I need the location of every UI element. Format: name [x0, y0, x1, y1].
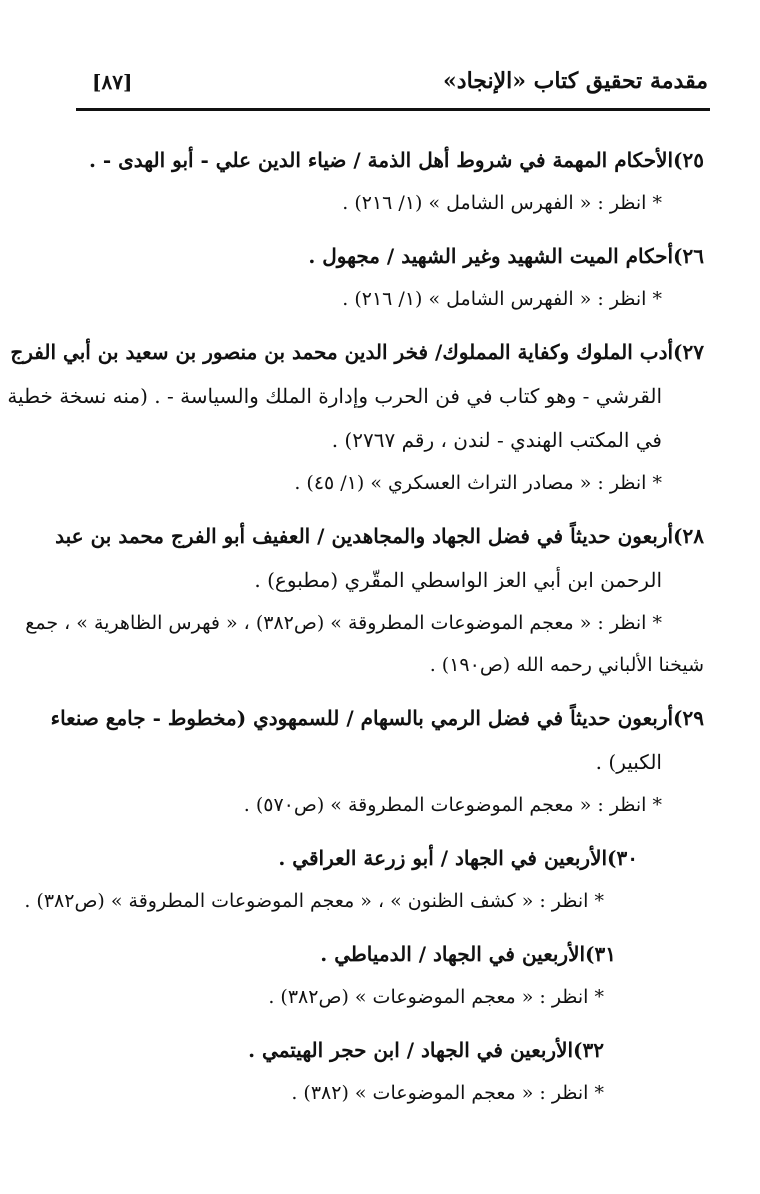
entry-title-line [55, 514, 704, 558]
entry-title: الأحكام المهمة في شروط أهل الذمة / ضياء الدين علي - أبو الهدى - . [88, 148, 674, 172]
entry-title: الأربعين في الجهاد / أبو زرعة العراقي . [278, 846, 608, 870]
entry-reference: * انظر : « معجم الموضوعات » (٣٨٢) . [291, 1082, 604, 1104]
entry-title: أربعون حديثاً في فضل الرمي بالسهام / للسمهودي (مخطوط - جامع صنعاء [50, 706, 674, 730]
entry-reference: * انظر : « معجم الموضوعات » (ص٣٨٢) . [268, 986, 604, 1008]
entry-title-line [66, 932, 704, 976]
entry-reference: * انظر : « كشف الظنون » ، « معجم الموضوعات المطروقة » (ص٣٨٢) . [24, 890, 604, 912]
header-rule [76, 108, 710, 111]
entry-25 [66, 138, 704, 224]
entry-number: ٢٩) [673, 706, 704, 730]
entry-title-line [50, 696, 704, 740]
entry-continuation: الكبير) . [595, 750, 662, 774]
entry-title: أربعون حديثاً في فضل الجهاد والمجاهدين / العفيف أبو الفرج محمد بن عبد [55, 524, 674, 548]
entry-number: ٢٦) [673, 244, 704, 268]
entry-reference: * انظر : « الفهرس الشامل » (١/ ٢١٦) . [342, 192, 662, 214]
entry-26 [66, 234, 704, 320]
entry-27 [7, 330, 704, 504]
entry-28 [25, 514, 704, 686]
entry-number: ٢٧) [673, 340, 704, 364]
entry-title: أدب الملوك وكفاية المملوك/ فخر الدين محمد بن منصور بن سعيد بن أبي الفرج [10, 340, 674, 364]
page-number: [٨٧] [92, 70, 133, 94]
entry-title-line [66, 138, 704, 182]
entry-number: ٣٠) [607, 846, 638, 870]
entry-reference: * انظر : « معجم الموضوعات المطروقة » (ص٣٨٢) ، « فهرس الظاهرية » ، جمع [25, 612, 662, 634]
entry-number: ٣١) [585, 942, 616, 966]
entry-title-line [66, 1028, 704, 1072]
entry-29 [50, 696, 704, 826]
entry-reference-continuation: شيخنا الألباني رحمه الله (ص١٩٠) . [429, 654, 704, 676]
running-title: مقدمة تحقيق كتاب «الإنجاد» [443, 68, 708, 94]
entry-number: ٢٥) [673, 148, 704, 172]
page-header [88, 62, 708, 102]
entry-list [7, 138, 704, 1124]
entry-title: الأربعين في الجهاد / ابن حجر الهيتمي . [248, 1038, 574, 1062]
entry-reference: * انظر : « مصادر التراث العسكري » (١/ ٤٥) . [294, 472, 662, 494]
entry-title-line [66, 836, 704, 880]
entry-continuation: في المكتب الهندي - لندن ، رقم ٢٧٦٧) . [331, 428, 662, 452]
entry-title: الأربعين في الجهاد / الدمياطي . [320, 942, 586, 966]
entry-title-line [10, 330, 704, 374]
entry-continuation: الرحمن ابن أبي العز الواسطي المقّري (مطبوع) . [254, 568, 662, 592]
entry-number: ٣٢) [573, 1038, 604, 1062]
entry-title: أحكام الميت الشهيد وغير الشهيد / مجهول . [308, 244, 674, 268]
entry-32 [66, 1028, 704, 1114]
entry-reference: * انظر : « الفهرس الشامل » (١/ ٢١٦) . [342, 288, 662, 310]
entry-reference: * انظر : « معجم الموضوعات المطروقة » (ص٥٧٠) . [243, 794, 662, 816]
entry-continuation: القرشي - وهو كتاب في فن الحرب وإدارة الملك والسياسة - . (منه نسخة خطية [7, 384, 662, 408]
entry-title-line [66, 234, 704, 278]
entry-number: ٢٨) [673, 524, 704, 548]
entry-31 [66, 932, 704, 1018]
entry-30 [24, 836, 704, 922]
